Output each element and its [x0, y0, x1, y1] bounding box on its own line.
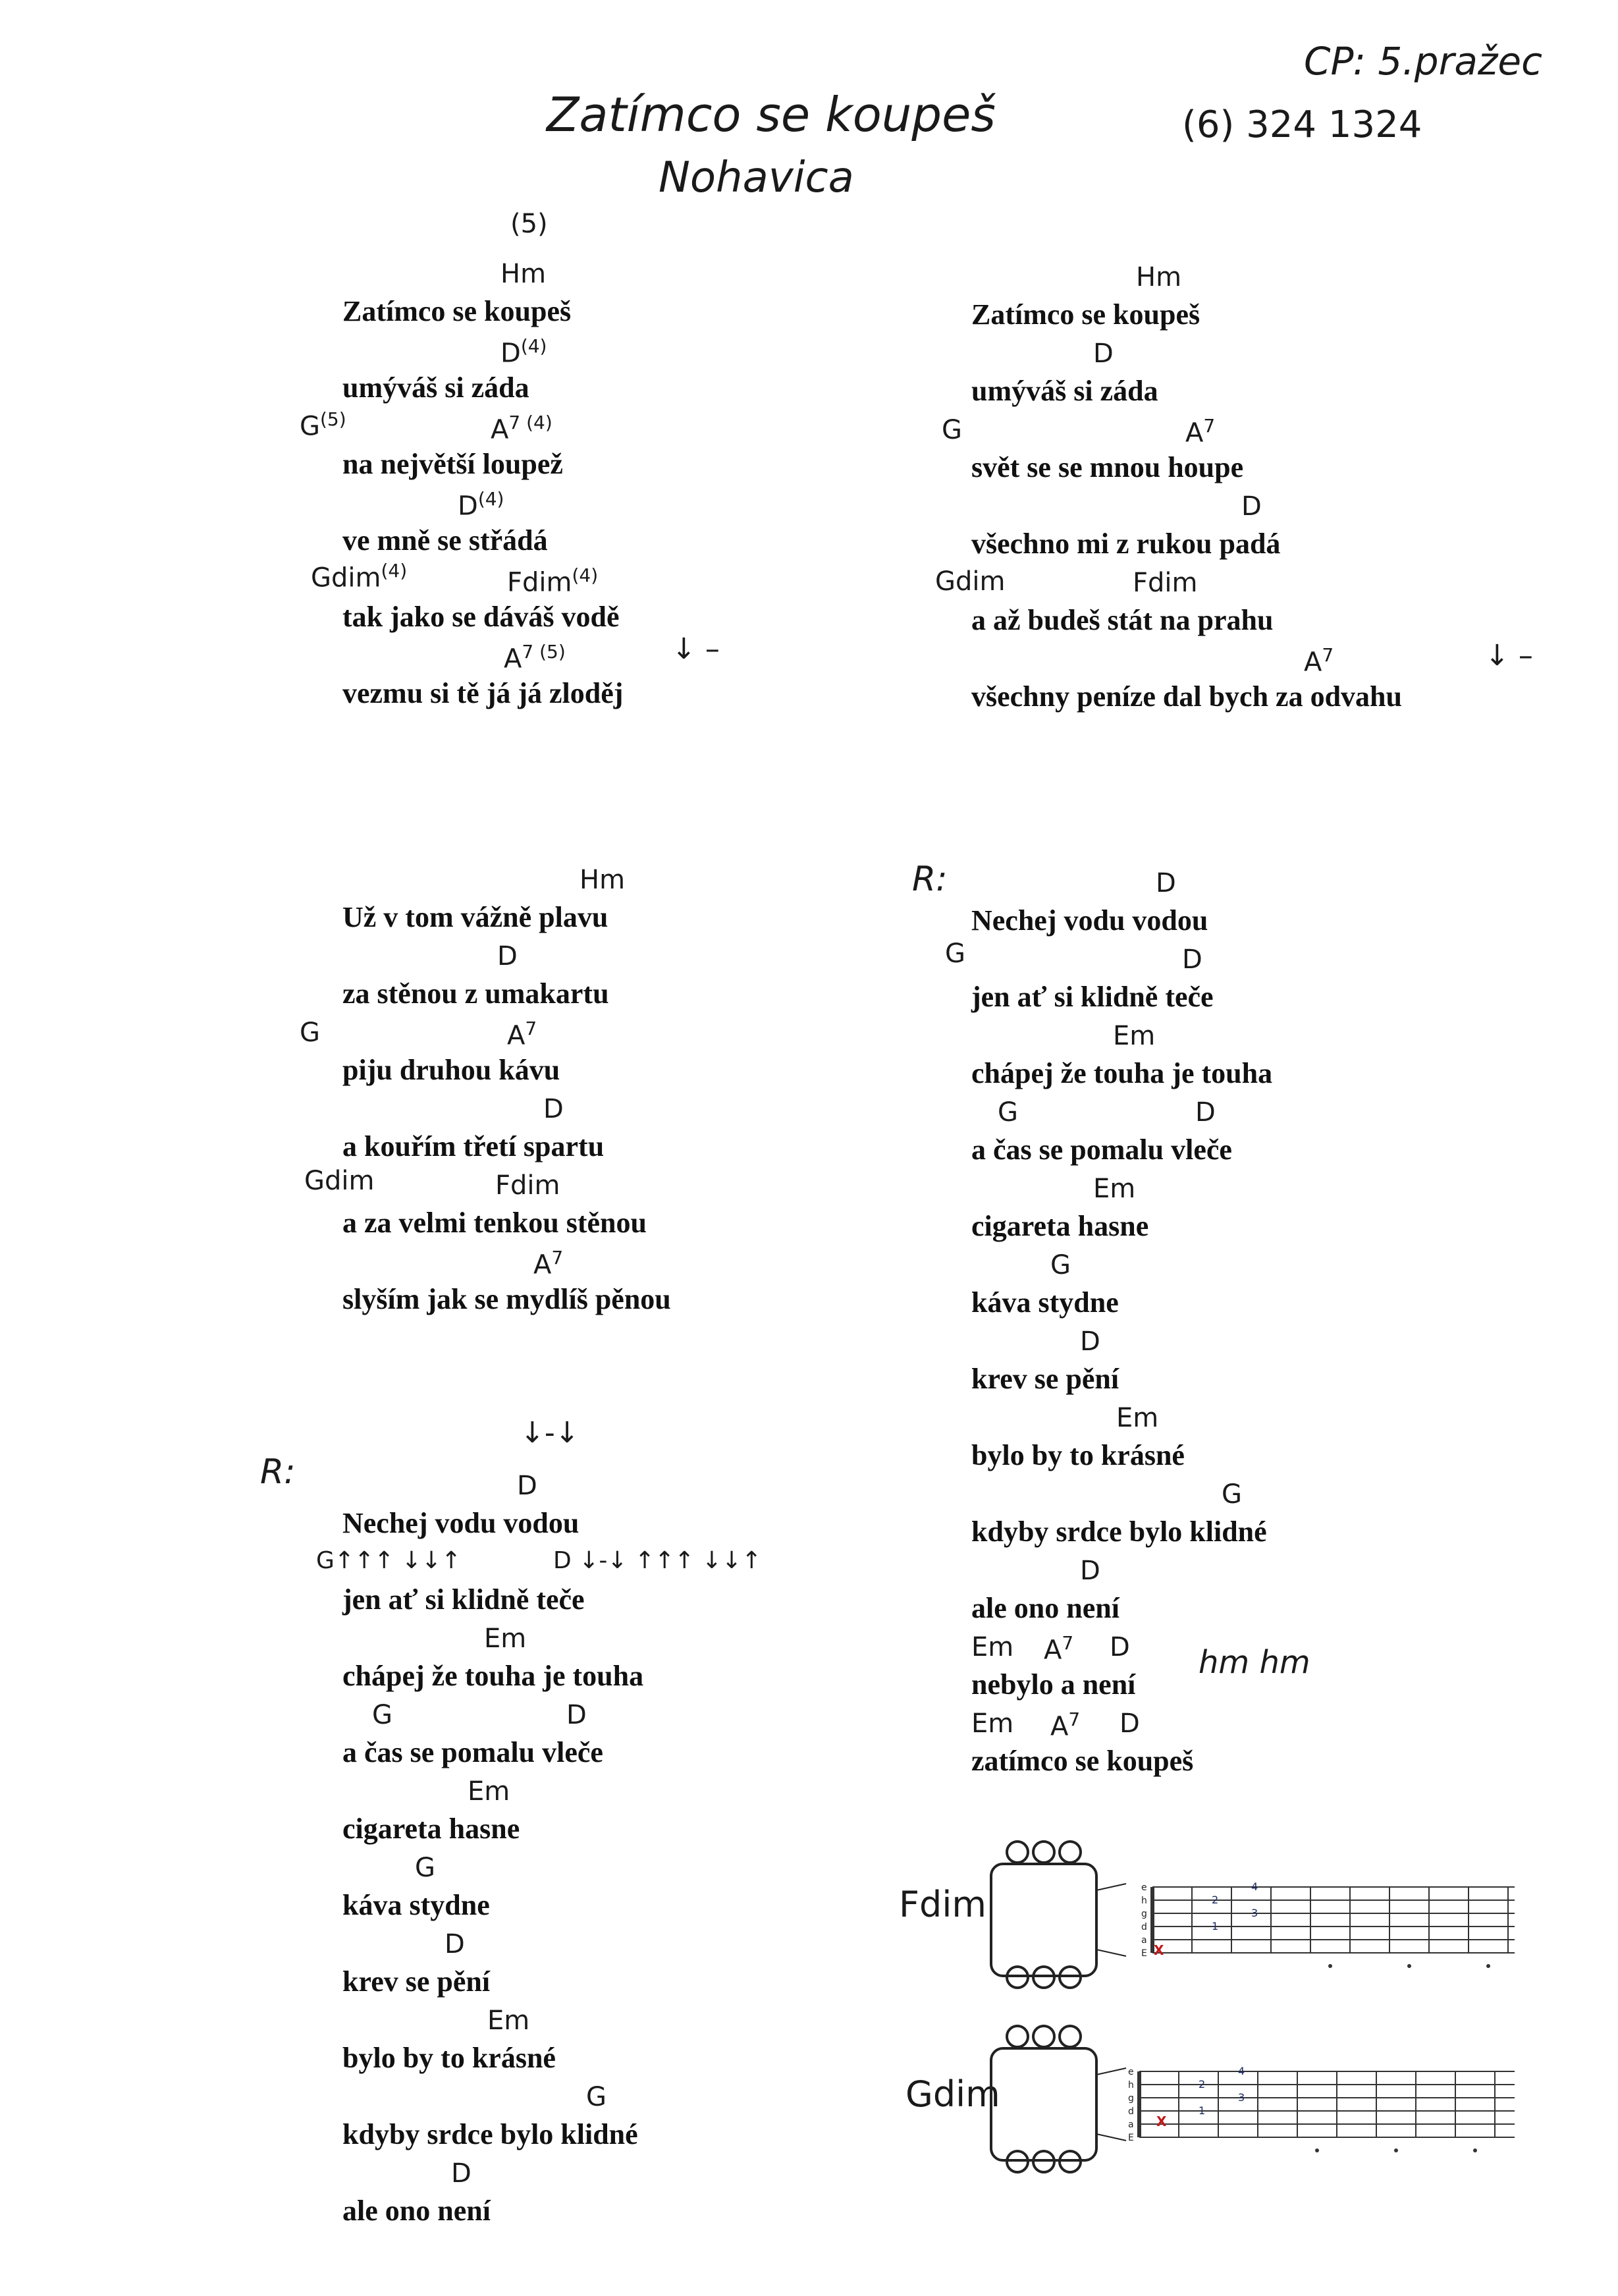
chord-symbol: $A^{7 (4)}$	[491, 412, 553, 445]
capo-note: CP: 5.pražec	[1304, 39, 1542, 84]
chord-symbol: Em	[484, 1624, 527, 1654]
lyric-line: chápej že touha je touha	[971, 1057, 1273, 1089]
lyric-line: Už v tom vážně plavu	[342, 901, 608, 933]
chord-symbol: D	[566, 1700, 587, 1730]
lyric-line: jen ať si klidně teče	[342, 1583, 585, 1616]
chord-symbol: $A^{7 (5)}$	[504, 641, 566, 674]
chord-symbol: D	[1119, 1708, 1140, 1739]
side-chord-gdim: Gdim	[935, 566, 1006, 597]
chord-symbol: G	[372, 1700, 392, 1730]
chord-symbol: G	[415, 1853, 435, 1883]
chord-symbol: D	[497, 941, 518, 971]
chord-symbol: Fdim$^{(4)}$	[507, 564, 599, 598]
finger-number: 4	[1238, 2065, 1245, 2077]
chord-symbol: Hm	[580, 865, 626, 895]
chorus-marker: R:	[912, 860, 948, 899]
chord-symbol: D	[1080, 1556, 1100, 1586]
lyric-line: za stěnou z umakartu	[342, 977, 609, 1010]
lyric-line: bylo by to krásné	[342, 2042, 556, 2074]
lyric-line: a čas se pomalu vleče	[342, 1736, 603, 1768]
lyric-line: nebylo a není	[971, 1668, 1136, 1701]
side-chord-g: G	[942, 415, 962, 445]
lyric-line: a až budeš stát na prahu	[971, 604, 1274, 636]
fretboard	[1139, 2071, 1515, 2137]
lyric-line: všechno mi z rukou padá	[971, 528, 1281, 560]
chord-symbol: Fdim	[1133, 568, 1198, 598]
chord-symbol: D	[1182, 944, 1202, 975]
chord-symbol: D	[543, 1094, 564, 1124]
string-name: g	[1128, 2093, 1134, 2104]
finger-number: 1	[1199, 2104, 1206, 2117]
string-name: a	[1128, 2119, 1134, 2130]
lyric-line: a čas se pomalu vleče	[971, 1134, 1232, 1166]
chord-symbol: G	[1222, 1479, 1242, 1510]
chord-symbol: $A^7$	[1044, 1632, 1074, 1666]
chord-symbol: D	[445, 1929, 465, 1959]
lyric-line: cigareta hasne	[971, 1210, 1149, 1242]
strum-pattern: G↑↑↑ ↓↓↑	[316, 1547, 462, 1574]
chord-symbol: $A^7$	[507, 1018, 537, 1051]
lyric-line: ve mně se střádá	[342, 524, 548, 557]
chord-symbol: Hm	[500, 259, 547, 289]
string-name: d	[1128, 2106, 1134, 2117]
fdim-chord-diagram	[988, 1838, 1528, 1989]
string-name: a	[1141, 1935, 1147, 1946]
lyric-line: Zatímco se koupeš	[342, 295, 572, 327]
string-name: e	[1141, 1882, 1147, 1893]
chord-symbol: G	[998, 1097, 1018, 1128]
lyric-line: káva stydne	[971, 1286, 1119, 1319]
hum-note: hm hm	[1199, 1644, 1310, 1681]
lyric-line: umýváš si záda	[342, 371, 529, 404]
lyric-line: vezmu si tě já já zloděj	[342, 677, 624, 709]
chord-symbol: Em	[971, 1708, 1014, 1739]
finger-number: 1	[1212, 1920, 1219, 1932]
chord-symbol: Em	[468, 1776, 510, 1807]
chord-symbol: D	[1195, 1097, 1216, 1128]
mute-mark: X	[1156, 2114, 1167, 2129]
strum-arrow: ↓ –	[672, 632, 720, 666]
string-name: E	[1128, 2133, 1134, 2143]
phone-number: (6) 324 1324	[1182, 103, 1422, 146]
fretboard	[1152, 1887, 1515, 1953]
guitar-headstock-icon	[991, 2026, 1126, 2172]
chord-symbol: Em	[1116, 1403, 1159, 1433]
chord-symbol: $D^{(4)}$	[458, 488, 504, 522]
string-name: E	[1141, 1948, 1147, 1959]
chord-symbol: G	[1050, 1250, 1071, 1280]
chord-symbol: G	[586, 2082, 607, 2112]
chord-symbol: D	[1241, 491, 1262, 522]
chord-symbol: Em	[971, 1632, 1014, 1662]
string-name: h	[1128, 2080, 1134, 2091]
lyric-line: krev se pění	[971, 1363, 1119, 1395]
lyric-line: slyším jak se mydlíš pěnou	[342, 1283, 671, 1315]
lyric-line: chápej že touha je touha	[342, 1660, 644, 1692]
chord-symbol: $A^7$	[533, 1247, 564, 1280]
lyric-line: a za velmi tenkou stěnou	[342, 1207, 647, 1239]
chord-symbol: $A^7$	[1050, 1708, 1081, 1742]
lyric-line: kdyby srdce bylo klidné	[971, 1516, 1267, 1548]
lyric-line: tak jako se dáváš vodě	[342, 601, 620, 633]
chord-symbol: Em	[1113, 1021, 1156, 1051]
string-name: g	[1141, 1909, 1147, 1919]
chord-symbol: $A^7$	[1304, 644, 1334, 678]
lyric-line: cigareta hasne	[342, 1813, 520, 1845]
chord-diagram-label: Fdim	[899, 1884, 986, 1925]
lyric-line: ale ono není	[342, 2195, 491, 2227]
finger-number: 2	[1212, 1894, 1219, 1906]
lyric-line: piju druhou kávu	[342, 1054, 560, 1086]
chord-symbol: Hm	[1136, 262, 1182, 292]
finger-number: 2	[1199, 2078, 1206, 2091]
lyric-line: svět se se mnou houpe	[971, 451, 1244, 483]
lyric-line: na největší loupež	[342, 448, 563, 480]
side-chord-g: G	[945, 939, 965, 969]
lyric-line: bylo by to krásné	[971, 1439, 1185, 1471]
lyric-line: ale ono není	[971, 1592, 1119, 1624]
lyric-line: zatímco se koupeš	[971, 1745, 1194, 1777]
guitar-headstock-icon	[991, 1842, 1126, 1988]
side-chord-gdim: Gdim$^{(4)}$	[311, 560, 408, 593]
chord-symbol: D	[451, 2158, 472, 2189]
mute-mark: X	[1154, 1942, 1164, 1958]
lyric-line: kdyby srdce bylo klidné	[342, 2118, 638, 2150]
string-name: h	[1141, 1896, 1147, 1906]
song-author: Nohavica	[659, 153, 854, 202]
side-chord-g: G	[300, 1018, 320, 1048]
lyric-line: jen ať si klidně teče	[971, 981, 1214, 1013]
chord-symbol: D	[1156, 868, 1176, 898]
chord-symbol: Fdim	[495, 1170, 560, 1201]
chord-symbol: $A^7$	[1185, 415, 1216, 449]
lyric-line: káva stydne	[342, 1889, 490, 1921]
chord-symbol: Em	[1093, 1174, 1136, 1204]
finger-number: 3	[1238, 2091, 1245, 2104]
chord-symbol: D ↓-↓ ↑↑↑ ↓↓↑	[553, 1547, 762, 1574]
chord-symbol: Em	[487, 2006, 530, 2036]
chorus-marker: R:	[260, 1452, 296, 1492]
chord-symbol: D	[1080, 1326, 1100, 1357]
strum-arrow: ↓ –	[1485, 639, 1533, 672]
finger-number: 3	[1251, 1907, 1258, 1919]
chord-diagram-label: Gdim	[905, 2073, 1000, 2115]
lyric-line: všechny peníze dal bych za odvahu	[971, 680, 1402, 713]
side-chord-g: $G^{(5)}$	[300, 408, 346, 442]
chord-symbol: D	[1093, 339, 1114, 369]
lyric-line: Nechej vodu vodou	[971, 904, 1208, 937]
lyric-line: Nechej vodu vodou	[342, 1507, 580, 1539]
lyric-line: umýváš si záda	[971, 375, 1158, 407]
finger-number: 4	[1251, 1880, 1258, 1893]
chord-symbol: D	[517, 1471, 537, 1501]
lyric-line: a kouřím třetí spartu	[342, 1130, 605, 1162]
capo-mark: (5)	[510, 209, 548, 239]
string-name: e	[1128, 2067, 1134, 2077]
lyric-line: Zatímco se koupeš	[971, 298, 1200, 331]
chord-symbol: $D^{(4)}$	[500, 335, 547, 369]
string-name: d	[1141, 1922, 1147, 1932]
gdim-chord-diagram	[988, 2022, 1528, 2173]
lyric-line: krev se pění	[342, 1965, 491, 1998]
song-title: Zatímco se koupeš	[547, 87, 996, 142]
side-chord-gdim: Gdim	[304, 1166, 375, 1196]
chord-symbol: D	[1110, 1632, 1130, 1662]
strum-pattern: ↓-↓	[520, 1416, 580, 1450]
